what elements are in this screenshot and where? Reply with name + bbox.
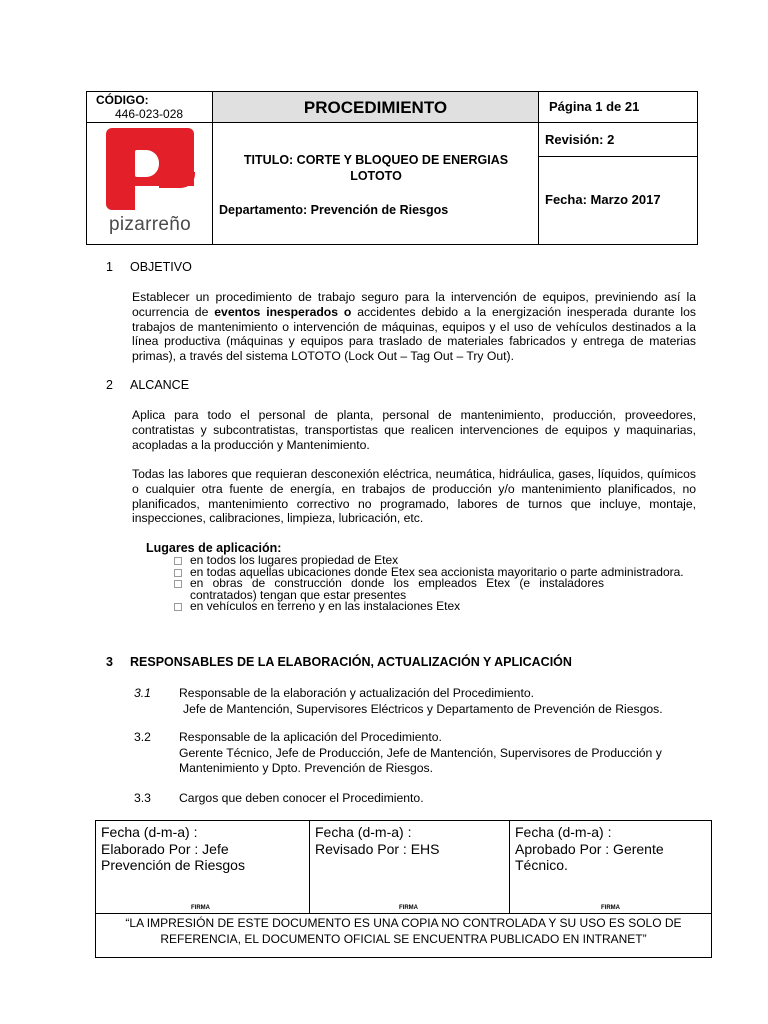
fecha-label: Fecha (d-m-a) : xyxy=(101,824,198,840)
document-title-line2: LOTOTO xyxy=(350,169,402,183)
subsection-number: 3.2 xyxy=(134,730,151,744)
objetivo-text-start: Establecer un procedimiento de trabajo seguro para la intervención de equipos, previniendo así la ocurrencia de xyxy=(132,290,696,319)
aprobado-cell xyxy=(510,821,711,913)
elaborado-por-cont: Prevención de Riesgos xyxy=(101,857,245,873)
page-number: Página 1 de 21 xyxy=(539,92,697,123)
section-title-alcance: ALCANCE xyxy=(130,378,190,392)
section-number: 2 xyxy=(106,378,113,392)
code-logo-cell xyxy=(87,92,213,244)
uncontrolled-copy-note xyxy=(116,915,691,947)
list-item-text: en todas aquellas ubicaciones donde Etex sea accionista mayoritario o parte administradora. xyxy=(190,564,684,579)
subsection-line: Gerente Técnico, Jefe de Producción, Jefe de Mantención, Supervisores de Producción y Mantenimiento y Dpto. Prevención de Riesgos. xyxy=(179,745,662,775)
note-line: REFERENCIA, EL DOCUMENTO OFICIAL SE ENCUENTRA PUBLICADO EN INTRANET” xyxy=(160,932,647,946)
firma-label: FIRMA xyxy=(601,905,620,911)
checkbox-bullet-icon xyxy=(174,603,182,611)
codigo-value: 446-023-028 xyxy=(115,107,184,121)
subsection-line: Responsable de la aplicación del Procedimiento. xyxy=(179,730,442,744)
logo-p-counter xyxy=(135,150,159,177)
list-item xyxy=(174,601,698,613)
checkbox-bullet-icon xyxy=(174,569,182,577)
subsection-text xyxy=(179,730,699,777)
fecha-label: Fecha (d-m-a) : xyxy=(315,824,412,840)
list-item xyxy=(174,578,604,601)
signature-table xyxy=(95,820,712,958)
department: Departamento: Prevención de Riesgos xyxy=(219,203,449,217)
list-item-text: en vehículos en terreno y en las instalaciones Etex xyxy=(190,599,461,613)
objetivo-paragraph xyxy=(132,290,696,364)
revisado-por: Revisado Por : EHS xyxy=(315,840,440,857)
aprobado-por-cont: Técnico. xyxy=(515,857,568,873)
elaborado-cell xyxy=(96,821,310,913)
section-title-responsables: RESPONSABLES DE LA ELABORACIÓN, ACTUALIZACIÓN Y APLICACIÓN xyxy=(130,655,572,669)
section-number: 1 xyxy=(106,260,113,274)
firma-label: FIRMA xyxy=(191,905,210,911)
fecha-label: Fecha (d-m-a) : xyxy=(515,824,612,840)
list-item-text: en obras de construcción donde los empleados Etex (e instaladores contratados) tengan que estar presentes xyxy=(190,576,604,602)
codigo-label: CÓDIGO: xyxy=(96,93,149,107)
subsection-text xyxy=(179,791,699,807)
document-title-line1: TITULO: CORTE Y BLOQUEO DE ENERGIAS xyxy=(243,153,509,167)
subsection-number: 3.1 xyxy=(134,686,151,700)
revisado-cell xyxy=(310,821,510,913)
elaborado-por: Elaborado Por : Jefe xyxy=(101,840,229,857)
subsection-line: Responsable de la elaboración y actualización del Procedimiento. xyxy=(179,686,535,700)
aprobado-por: Aprobado Por : Gerente xyxy=(515,840,664,857)
section-number: 3 xyxy=(106,655,113,669)
divider xyxy=(87,122,212,123)
alcance-paragraph-2: Todas las labores que requieran desconexión eléctrica, neumática, hidráulica, gases, líquidos, químicos o cualquier otra fuente de energía, en trabajos de producción y/o mantenimiento planificados, no planificados, mantenimiento correctivo no programado, labores de turnos que incluye, montaje, inspecciones, calibraciones, limpieza, lubricación, etc. xyxy=(132,467,696,526)
document-date: Fecha: Marzo 2017 xyxy=(545,192,661,207)
note-line: “LA IMPRESIÓN DE ESTE DOCUMENTO ES UNA COPIA NO CONTROLADA Y SU USO ES SOLO DE xyxy=(125,916,682,930)
document-title xyxy=(219,152,533,184)
pizarreno-logo xyxy=(97,126,203,240)
objetivo-text-end: accidentes debido a la energización inesperada durante los trabajos de mantenimiento o intervención de máquinas, equipos y el uso de vehículos destinados a la línea productiva (máquinas y equipos para traslado de materiales fabricados y entrega de materias primas), a través del sistema LOTOTO (Lock Out – Tag Out – Try Out). xyxy=(132,304,697,364)
divider xyxy=(96,913,711,914)
lugares-list xyxy=(174,555,698,613)
objetivo-text-bold: eventos inesperados o xyxy=(214,304,352,319)
revision: Revisión: 2 xyxy=(539,123,697,157)
subsection-line: Cargos que deben conocer el Procedimiento. xyxy=(179,791,424,805)
logo-p-cutout xyxy=(135,186,195,211)
list-item-text: en todos los lugares propiedad de Etex xyxy=(190,553,399,567)
checkbox-bullet-icon xyxy=(174,580,182,588)
section-title-objetivo: OBJETIVO xyxy=(130,260,192,274)
doc-type-title: PROCEDIMIENTO xyxy=(213,92,539,123)
document-header-table xyxy=(86,91,698,245)
checkbox-bullet-icon xyxy=(174,557,182,565)
title-cell xyxy=(213,123,539,244)
firma-label: FIRMA xyxy=(399,905,418,911)
logo-wordmark: pizarreño xyxy=(109,214,191,235)
alcance-paragraph-1: Aplica para todo el personal de planta, personal de mantenimiento, producción, proveedores, contratistas y subcontratistas, transportistas que realicen intervenciones de equipos y maquinarias, acopladas a la producción y Mantenimiento. xyxy=(132,408,696,452)
subsection-number: 3.3 xyxy=(134,791,151,805)
lugares-title: Lugares de aplicación: xyxy=(146,541,282,555)
subsection-line: Jefe de Mantención, Supervisores Eléctricos y Departamento de Prevención de Riesgos. xyxy=(183,701,663,716)
subsection-text xyxy=(179,686,699,717)
